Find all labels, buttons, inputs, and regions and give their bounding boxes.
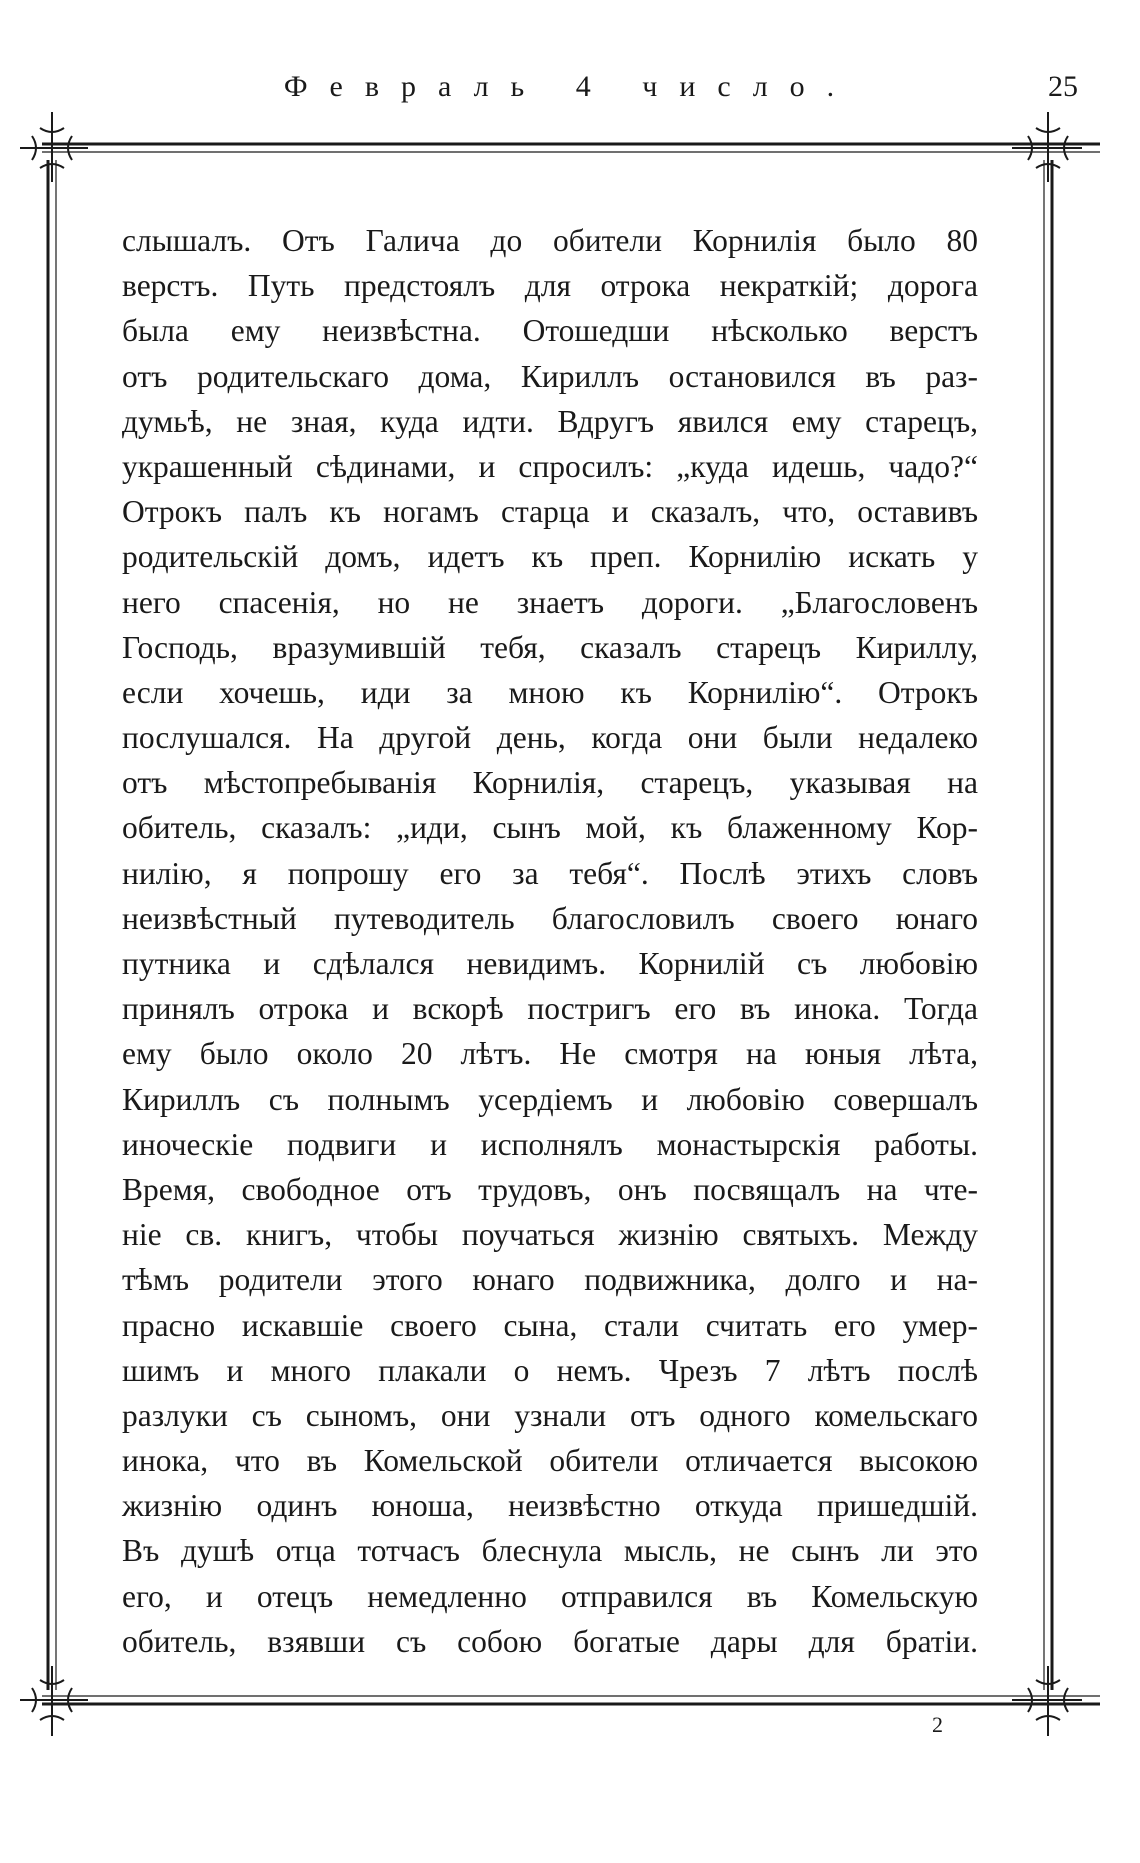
text-line: тѣмъ родители этого юнаго подвижника, долго и на-	[122, 1262, 978, 1298]
text-line: инока, что въ Комельской обители отличается высокою	[122, 1443, 978, 1479]
text-line: думьѣ, не зная, куда идти. Вдругъ явился ему старецъ,	[122, 403, 978, 439]
text-line: ему было около 20 лѣтъ. Не смотря на юныя лѣта,	[122, 1036, 978, 1072]
text-line: отъ родительскаго дома, Кириллъ остановился въ раз-	[122, 358, 978, 394]
text-line: прасно искавшіе своего сына, стали считать его умер-	[122, 1307, 978, 1343]
text-line: Въ душѣ отца тотчасъ блеснула мысль, не сынъ ли это	[122, 1533, 978, 1569]
text-line: разлуки съ сыномъ, они узнали отъ одного комельскаго	[122, 1397, 978, 1433]
text-line: обитель, сказалъ: „иди, сынъ мой, къ блаженному Кор-	[122, 810, 978, 846]
text-line: Господь, вразумившій тебя, сказалъ старецъ Кириллу,	[122, 629, 978, 665]
text-line: принялъ отрока и вскорѣ постригъ его въ инока. Тогда	[122, 991, 978, 1027]
text-line: Время, свободное отъ трудовъ, онъ посвящалъ на чте-	[122, 1171, 978, 1207]
running-head-title: Февраль 4 число.	[283, 70, 857, 103]
text-line: его, и отецъ немедленно отправился въ Комельскую	[122, 1578, 978, 1614]
text-line: верстъ. Путь предстоялъ для отрока некраткій; дорога	[122, 268, 978, 304]
text-line: жизнію одинъ юноша, неизвѣстно откуда пришедшій.	[122, 1488, 978, 1524]
text-line: послушался. На другой день, когда они были недалеко	[122, 720, 978, 756]
text-line: неизвѣстный путеводитель благословилъ своего юнаго	[122, 900, 978, 936]
text-line: была ему неизвѣстна. Отошедши нѣсколько верстъ	[122, 313, 978, 349]
corner-ornament-top-right	[1012, 112, 1082, 182]
text-line: Отрокъ палъ къ ногамъ старца и сказалъ, что, оставивъ	[122, 494, 978, 530]
corner-ornament-bottom-left	[20, 1666, 88, 1736]
text-line: иноческіе подвиги и исполнялъ монастырскія работы.	[122, 1126, 978, 1162]
page-number: 25	[1048, 70, 1078, 103]
text-line: отъ мѣстопребыванія Корнилія, старецъ, указывая на	[122, 765, 978, 801]
corner-ornament-bottom-right	[1012, 1666, 1082, 1736]
text-line: родительскій домъ, идетъ къ преп. Корнилію искать у	[122, 539, 978, 575]
text-line: путника и сдѣлался невидимъ. Корнилій съ любовію	[122, 946, 978, 981]
text-line: ніе св. книгъ, чтобы поучаться жизнію святыхъ. Между	[122, 1217, 978, 1253]
text-line: если хочешь, иди за мною къ Корнилію“. Отрокъ	[122, 674, 978, 710]
text-line: слышалъ. Отъ Галича до обители Корнилія было 80	[122, 223, 978, 258]
signature-mark: 2	[932, 1712, 943, 1737]
body-text	[122, 218, 978, 1664]
text-line: него спасенія, но не знаетъ дороги. „Благословенъ	[122, 584, 978, 620]
text-line: шимъ и много плакали о немъ. Чрезъ 7 лѣтъ послѣ	[122, 1352, 978, 1388]
text-line: украшенный сѣдинами, и спросилъ: „куда идешь, чадо?“	[122, 448, 978, 484]
text-line: Кириллъ съ полнымъ усердіемъ и любовію совершалъ	[122, 1081, 978, 1117]
text-line: обитель, взявши съ собою богатые дары для братіи.	[122, 1623, 978, 1659]
corner-ornament-top-left	[20, 112, 88, 182]
text-line: нилію, я попрошу его за тебя“. Послѣ этихъ словъ	[122, 855, 978, 891]
